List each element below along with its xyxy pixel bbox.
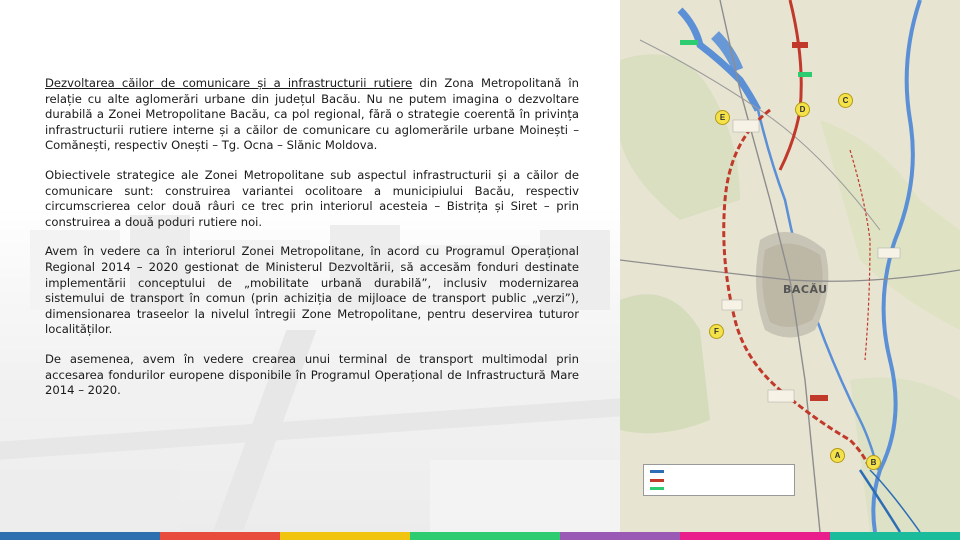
paragraph-1-underlined: Dezvoltarea căilor de comunicare și a infrastructurii rutiere <box>45 76 413 90</box>
map-marker-e: E <box>715 110 730 125</box>
footer-segment-3 <box>280 532 410 540</box>
map-marker-b: B <box>866 455 881 470</box>
footer-segment-2 <box>160 532 280 540</box>
road-infrastructure-map <box>620 0 960 532</box>
footer-segment-6 <box>680 532 830 540</box>
paragraph-1 <box>45 76 579 154</box>
paragraph-1-rest: din Zona Metropolitană în relație cu alte aglomerări urbane din județul Bacău. Nu ne putem imagina o dezvoltare durabilă a Zonei Metropolitane Bacău, ca pol regional, fără o strategie coerentă în privința infrastructurii rutiere interne și a căilor de comunicare cu aglomerările urbane Moinești – Comănești, respectiv Onești – Tg. Ocna – Slănic Moldova. <box>45 76 579 153</box>
legend-swatch-highway <box>650 470 664 473</box>
paragraph-4: De asemenea, avem în vedere crearea unui terminal de transport multimodal prin accesarea fondurilor europene disponibile în Programul Operațional de Infrastructură Mare 2014 – 2020. <box>45 351 579 398</box>
map-marker-f: F <box>709 324 724 339</box>
footer-color-bar <box>0 532 960 540</box>
footer-segment-7 <box>830 532 960 540</box>
map-marker-d: D <box>795 102 810 117</box>
map-marker-c: C <box>838 93 853 108</box>
paragraph-2: Obiectivele strategice ale Zonei Metropolitane sub aspectul infrastructurii și a căilor de comunicare sunt: construirea variantei ocolitoare a municipiului Bacău, respectiv circumscrierea celor două râuri ce trec prin interiorul acesteia – Bistrița și Siret – prin construirea a două poduri rutiere noi. <box>45 167 579 229</box>
map-city-label: BACĂU <box>783 283 828 296</box>
map-marker-a: A <box>830 448 845 463</box>
legend-swatch-other <box>650 487 664 490</box>
map-graphics <box>620 0 960 532</box>
footer-segment-5 <box>560 532 680 540</box>
footer-segment-1 <box>0 532 160 540</box>
paragraph-3: Avem în vedere ca în interiorul Zonei Metropolitane, în acord cu Programul Operațional Regional 2014 – 2020 gestionat de Ministerul Dezvoltării, să accesăm fonduri destinate implementării conceptului de „mobilitate urbană durabilă”, inclusiv modernizarea sistemului de transport în comun (prin achiziția de mijloace de transport public „verzi”), dimensionarea traseelor la nivelul întregii Zone Metropolitane, pentru deservirea tuturor localităților. <box>45 244 579 337</box>
legend-swatch-ring-road <box>650 479 664 482</box>
body-text <box>45 76 579 413</box>
map-legend <box>643 464 795 496</box>
footer-segment-4 <box>410 532 560 540</box>
